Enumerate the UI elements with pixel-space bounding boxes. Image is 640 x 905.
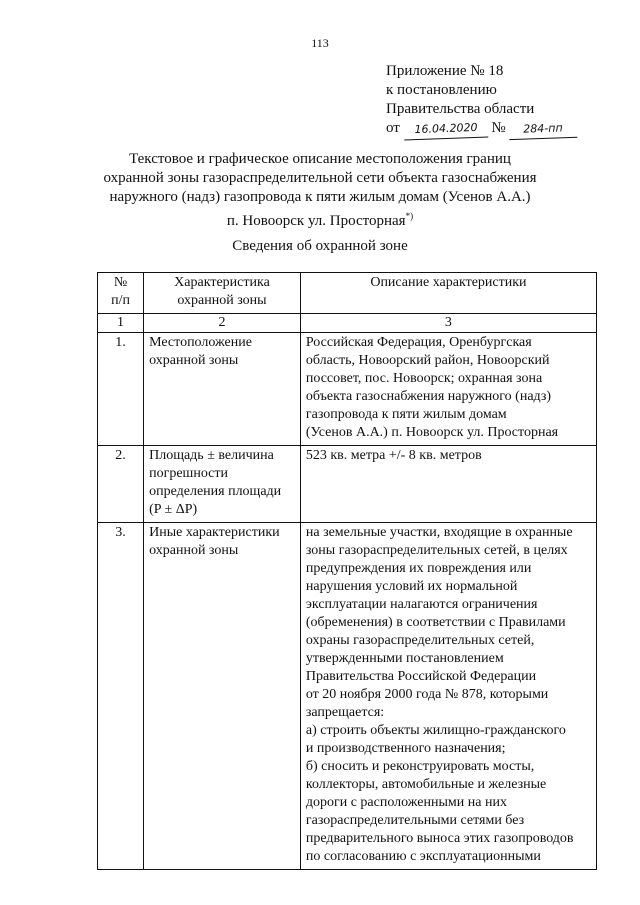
handwritten-date: 16.04.2020 — [403, 118, 488, 141]
title-line-4 — [0, 207, 640, 231]
row-number: 2. — [98, 446, 144, 523]
column-number-row — [98, 314, 597, 333]
appendix-line-2: к постановлению — [386, 82, 497, 98]
row-characteristic: Площадь ± величина погрешности определения площади (P ± ΔP) — [144, 446, 301, 523]
column-number: 2 — [144, 314, 301, 333]
footnote-mark: *) — [405, 211, 414, 221]
protection-zone-table — [97, 272, 597, 870]
title-line-3: наружного (надз) газопровода к пяти жилым домам (Усенов А.А.) — [109, 189, 531, 205]
document-title — [0, 150, 640, 231]
from-label: от — [386, 120, 400, 136]
page-number: 113 — [311, 36, 329, 50]
row-description: 523 кв. метра +/- 8 кв. метров — [300, 446, 596, 523]
handwritten-number: 284-пп — [509, 118, 578, 140]
column-number: 1 — [98, 314, 144, 333]
number-label: № — [491, 120, 506, 136]
row-description: Российская Федерация, Оренбургская область, Новоорский район, Новоорский поссовет, пос. Новоорск; охранная зона объекта газоснабжения наружного (надз) газопровода к пяти жилым домам (Усенов А.А.) п. Новоорск ул. Просторная — [300, 333, 596, 446]
row-characteristic: Иные характеристики охранной зоны — [144, 523, 301, 870]
appendix-line-1: Приложение № 18 — [386, 63, 504, 79]
table-row — [98, 333, 597, 446]
appendix-date-line — [386, 119, 577, 139]
title-line-2: охранной зоны газораспределительной сети объекта газоснабжения — [103, 170, 537, 186]
row-number: 1. — [98, 333, 144, 446]
table-row — [98, 523, 597, 870]
row-description: на земельные участки, входящие в охранные зоны газораспределительных сетей, в целях предупреждения их повреждения или нарушения условий их нормальной эксплуатации налагаются ограничения (обременения) в соответствии с Правилами охраны газораспределительных сетей, утвержденными постановлением Правительства Российской Федерации от 20 ноября 2000 года № 878, которыми запрещается: а) строить объекты жилищно-гражданского и производственного назначения; б) сносить и реконструировать мосты, коллекторы, автомобильные и железные дороги с расположенными на них газораспределительными сетями без предварительного выноса этих газопроводов по согласованию с эксплуатационными — [300, 523, 596, 870]
row-number: 3. — [98, 523, 144, 870]
section-subtitle: Сведения об охранной зоне — [232, 238, 408, 254]
table-header-row — [98, 273, 597, 314]
appendix-block — [386, 62, 577, 139]
title-location: п. Новоорск ул. Просторная — [226, 213, 406, 229]
header-description: Описание характеристики — [300, 273, 596, 314]
title-line-1: Текстовое и графическое описание местоположения границ — [129, 151, 511, 167]
appendix-line-3: Правительства области — [386, 101, 535, 117]
table-row — [98, 446, 597, 523]
header-number: № п/п — [98, 273, 144, 314]
row-characteristic: Местоположение охранной зоны — [144, 333, 301, 446]
header-characteristic: Характеристика охранной зоны — [144, 273, 301, 314]
column-number: 3 — [300, 314, 596, 333]
